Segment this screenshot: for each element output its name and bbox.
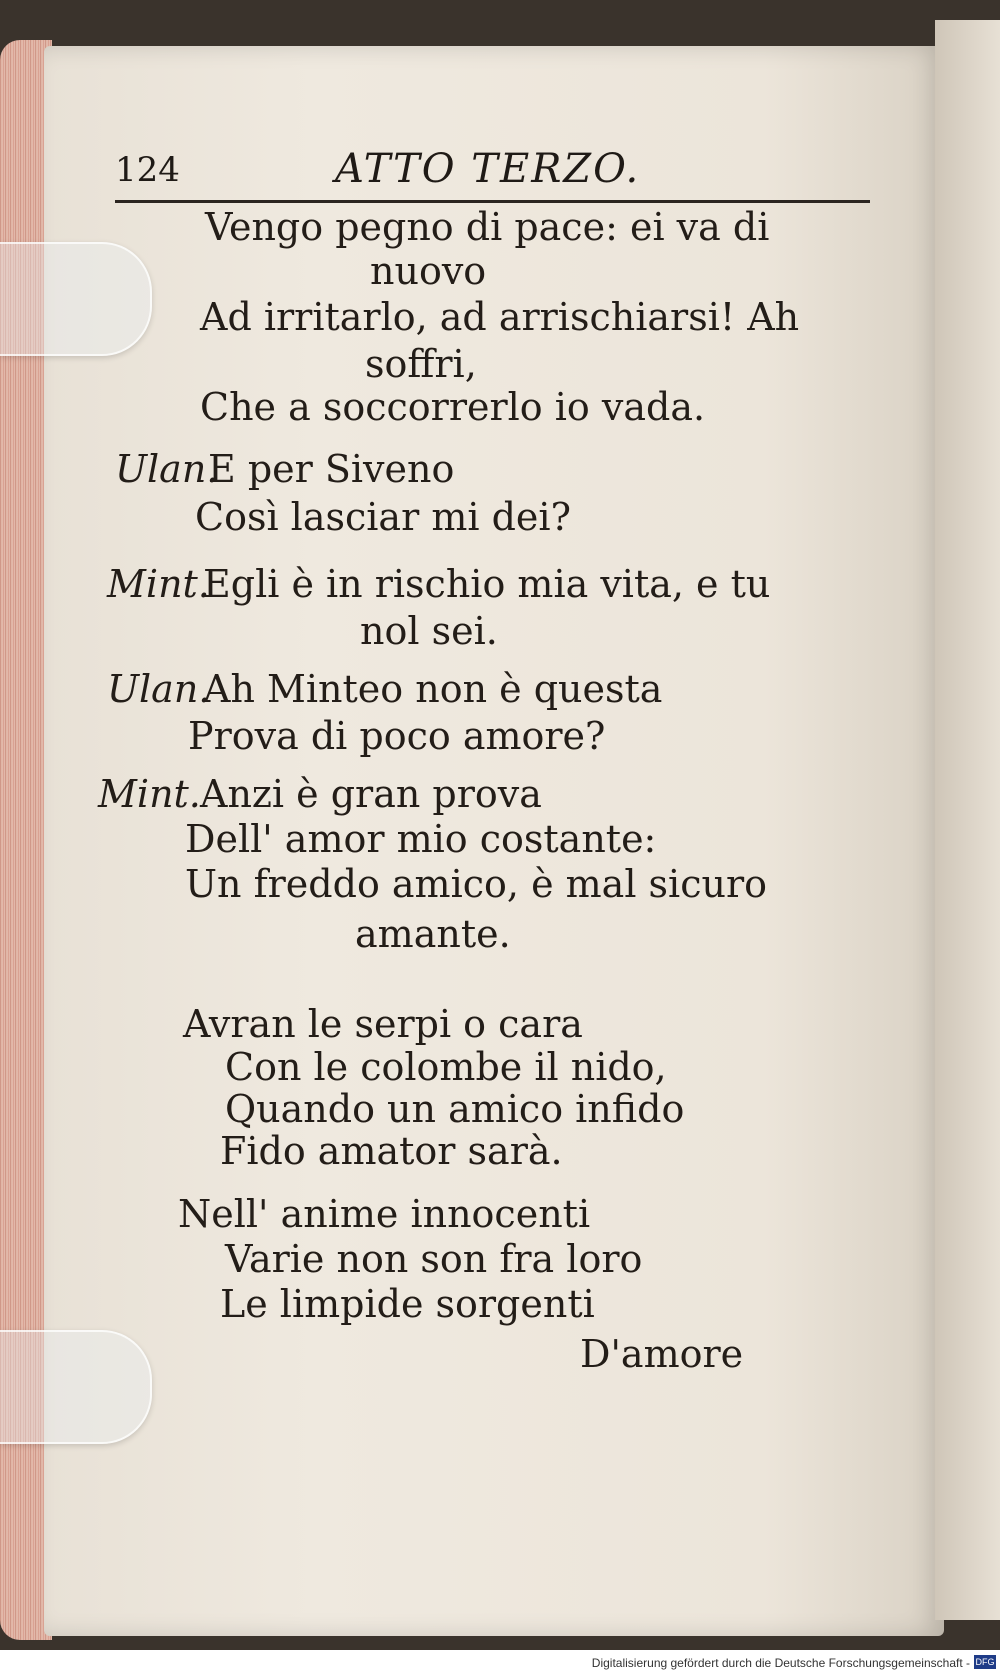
text-line: nuovo [370,249,487,293]
glass-clip-bottom [0,1330,152,1444]
text-line: Anzi è gran prova [200,772,542,816]
speaker-label: Mint. [98,772,201,816]
aria-line: Varie non son fra loro [225,1237,643,1281]
text-line: Che a soccorrerlo io vada. [200,385,706,429]
text-line: amante. [355,912,511,956]
text-line: soffri, [365,342,477,386]
text-line: Così lasciar mi dei? [195,495,571,539]
text-line: Ad irritarlo, ad arrischiarsi! Ah [200,295,800,339]
speaker-label: Ulan. [107,667,211,711]
text-line: nol sei. [360,609,498,653]
speaker-label: Mint. [107,562,210,606]
text-line: Ah Minteo non è questa [203,667,663,711]
page-number: 124 [115,150,180,190]
text-line: Dell' amor mio costante: [185,817,657,861]
footer-bar [0,1650,1000,1677]
glass-clip-top [0,242,152,356]
aria-line: Quando un amico infido [225,1087,685,1131]
aria-line: Fido amator sarà. [220,1129,563,1173]
text-line: E per Siveno [208,447,455,491]
aria-line: Con le colombe il nido, [225,1045,667,1089]
line-text: Vengo pegno di pace: ei va di [205,205,770,249]
running-head: ATTO TERZO. [335,146,641,192]
text-line: Egli è in rischio mia vita, e tu [203,562,771,606]
aria-line: Le limpide sorgenti [220,1282,595,1326]
aria-line: Nell' anime innocenti [178,1192,591,1236]
catchword: D'amore [580,1332,744,1376]
text-line [205,205,815,249]
aria-line: Avran le serpi o cara [183,1002,583,1046]
text-line: Prova di poco amore? [188,714,606,758]
speaker-label: Ulan. [115,447,219,491]
footer-credit: Digitalisierung gefördert durch die Deutsche Forschungsgemeinschaft - [591,1656,970,1670]
facing-page-edge [935,20,1000,1620]
page-header [115,146,870,203]
text-line: Un freddo amico, è mal sicuro [185,862,768,906]
dfg-logo: DFG [975,1657,995,1667]
